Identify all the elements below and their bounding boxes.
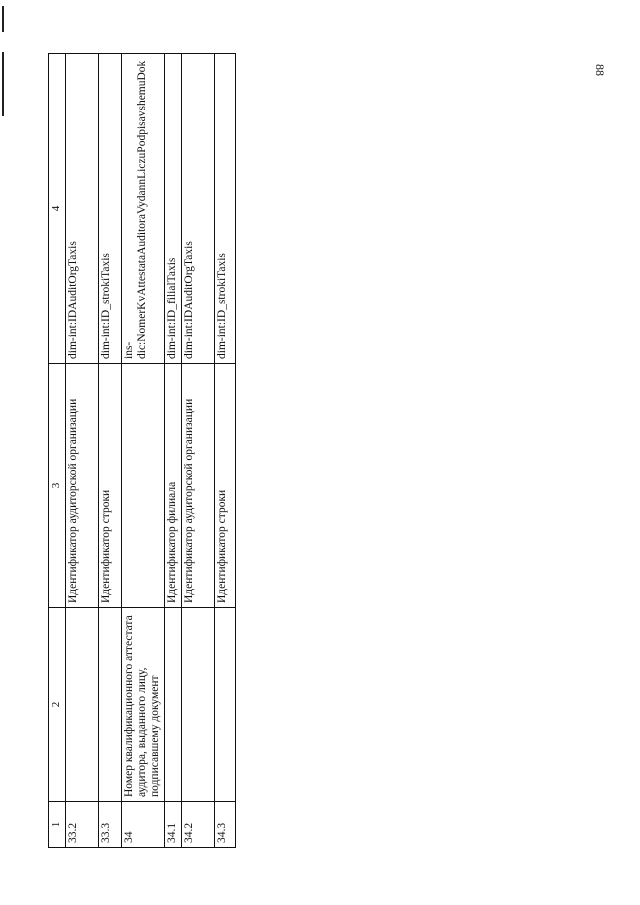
row-description: Идентификатор строки — [99, 364, 122, 608]
attribute-table — [48, 53, 236, 848]
row-description: Идентификатор аудиторской организации — [66, 364, 99, 608]
row-number: 34 — [122, 802, 165, 848]
header-col-4: 4 — [49, 54, 66, 364]
row-name — [182, 608, 215, 802]
row-number: 34.1 — [165, 802, 182, 848]
row-name — [99, 608, 122, 802]
row-number: 33.3 — [99, 802, 122, 848]
table-row — [122, 54, 165, 848]
header-col-2: 2 — [49, 608, 66, 802]
header-col-1: 1 — [49, 802, 66, 848]
rotated-table-frame — [48, 54, 233, 848]
table-row — [99, 54, 122, 848]
row-name: Номер квалификационного аттестата аудитора, выданного лицу, подписавшему документ — [122, 608, 165, 802]
row-description: Идентификатор аудиторской организации — [182, 364, 215, 608]
row-code: dim-int:IDAuditOrgTaxis — [182, 54, 215, 364]
table-container — [48, 54, 233, 848]
table-row — [66, 54, 99, 848]
row-description: Идентификатор строки — [215, 364, 236, 608]
table-row — [182, 54, 215, 848]
row-code: ins-dic:NomerKvAttestataAuditoraVydannLiczuPodpisavshemuDok — [122, 54, 165, 364]
row-name — [215, 608, 236, 802]
row-code: dim-int:IDAuditOrgTaxis — [66, 54, 99, 364]
row-code: dim-int:ID_strokiTaxis — [99, 54, 122, 364]
header-col-3: 3 — [49, 364, 66, 608]
table-row — [215, 54, 236, 848]
row-name — [66, 608, 99, 802]
row-code: dim-int:ID_filialTaxis — [165, 54, 182, 364]
row-name — [165, 608, 182, 802]
row-description: Идентификатор филиала — [165, 364, 182, 608]
row-description — [122, 364, 165, 608]
table-row — [165, 54, 182, 848]
binding-margin-line-bottom — [2, 52, 4, 116]
table-header-row — [49, 54, 66, 848]
binding-margin-line-top — [2, 6, 4, 32]
row-number: 33.2 — [66, 802, 99, 848]
row-code: dim-int:ID_strokiTaxis — [215, 54, 236, 364]
row-number: 34.3 — [215, 802, 236, 848]
page-number: 88 — [593, 64, 607, 76]
row-number: 34.2 — [182, 802, 215, 848]
